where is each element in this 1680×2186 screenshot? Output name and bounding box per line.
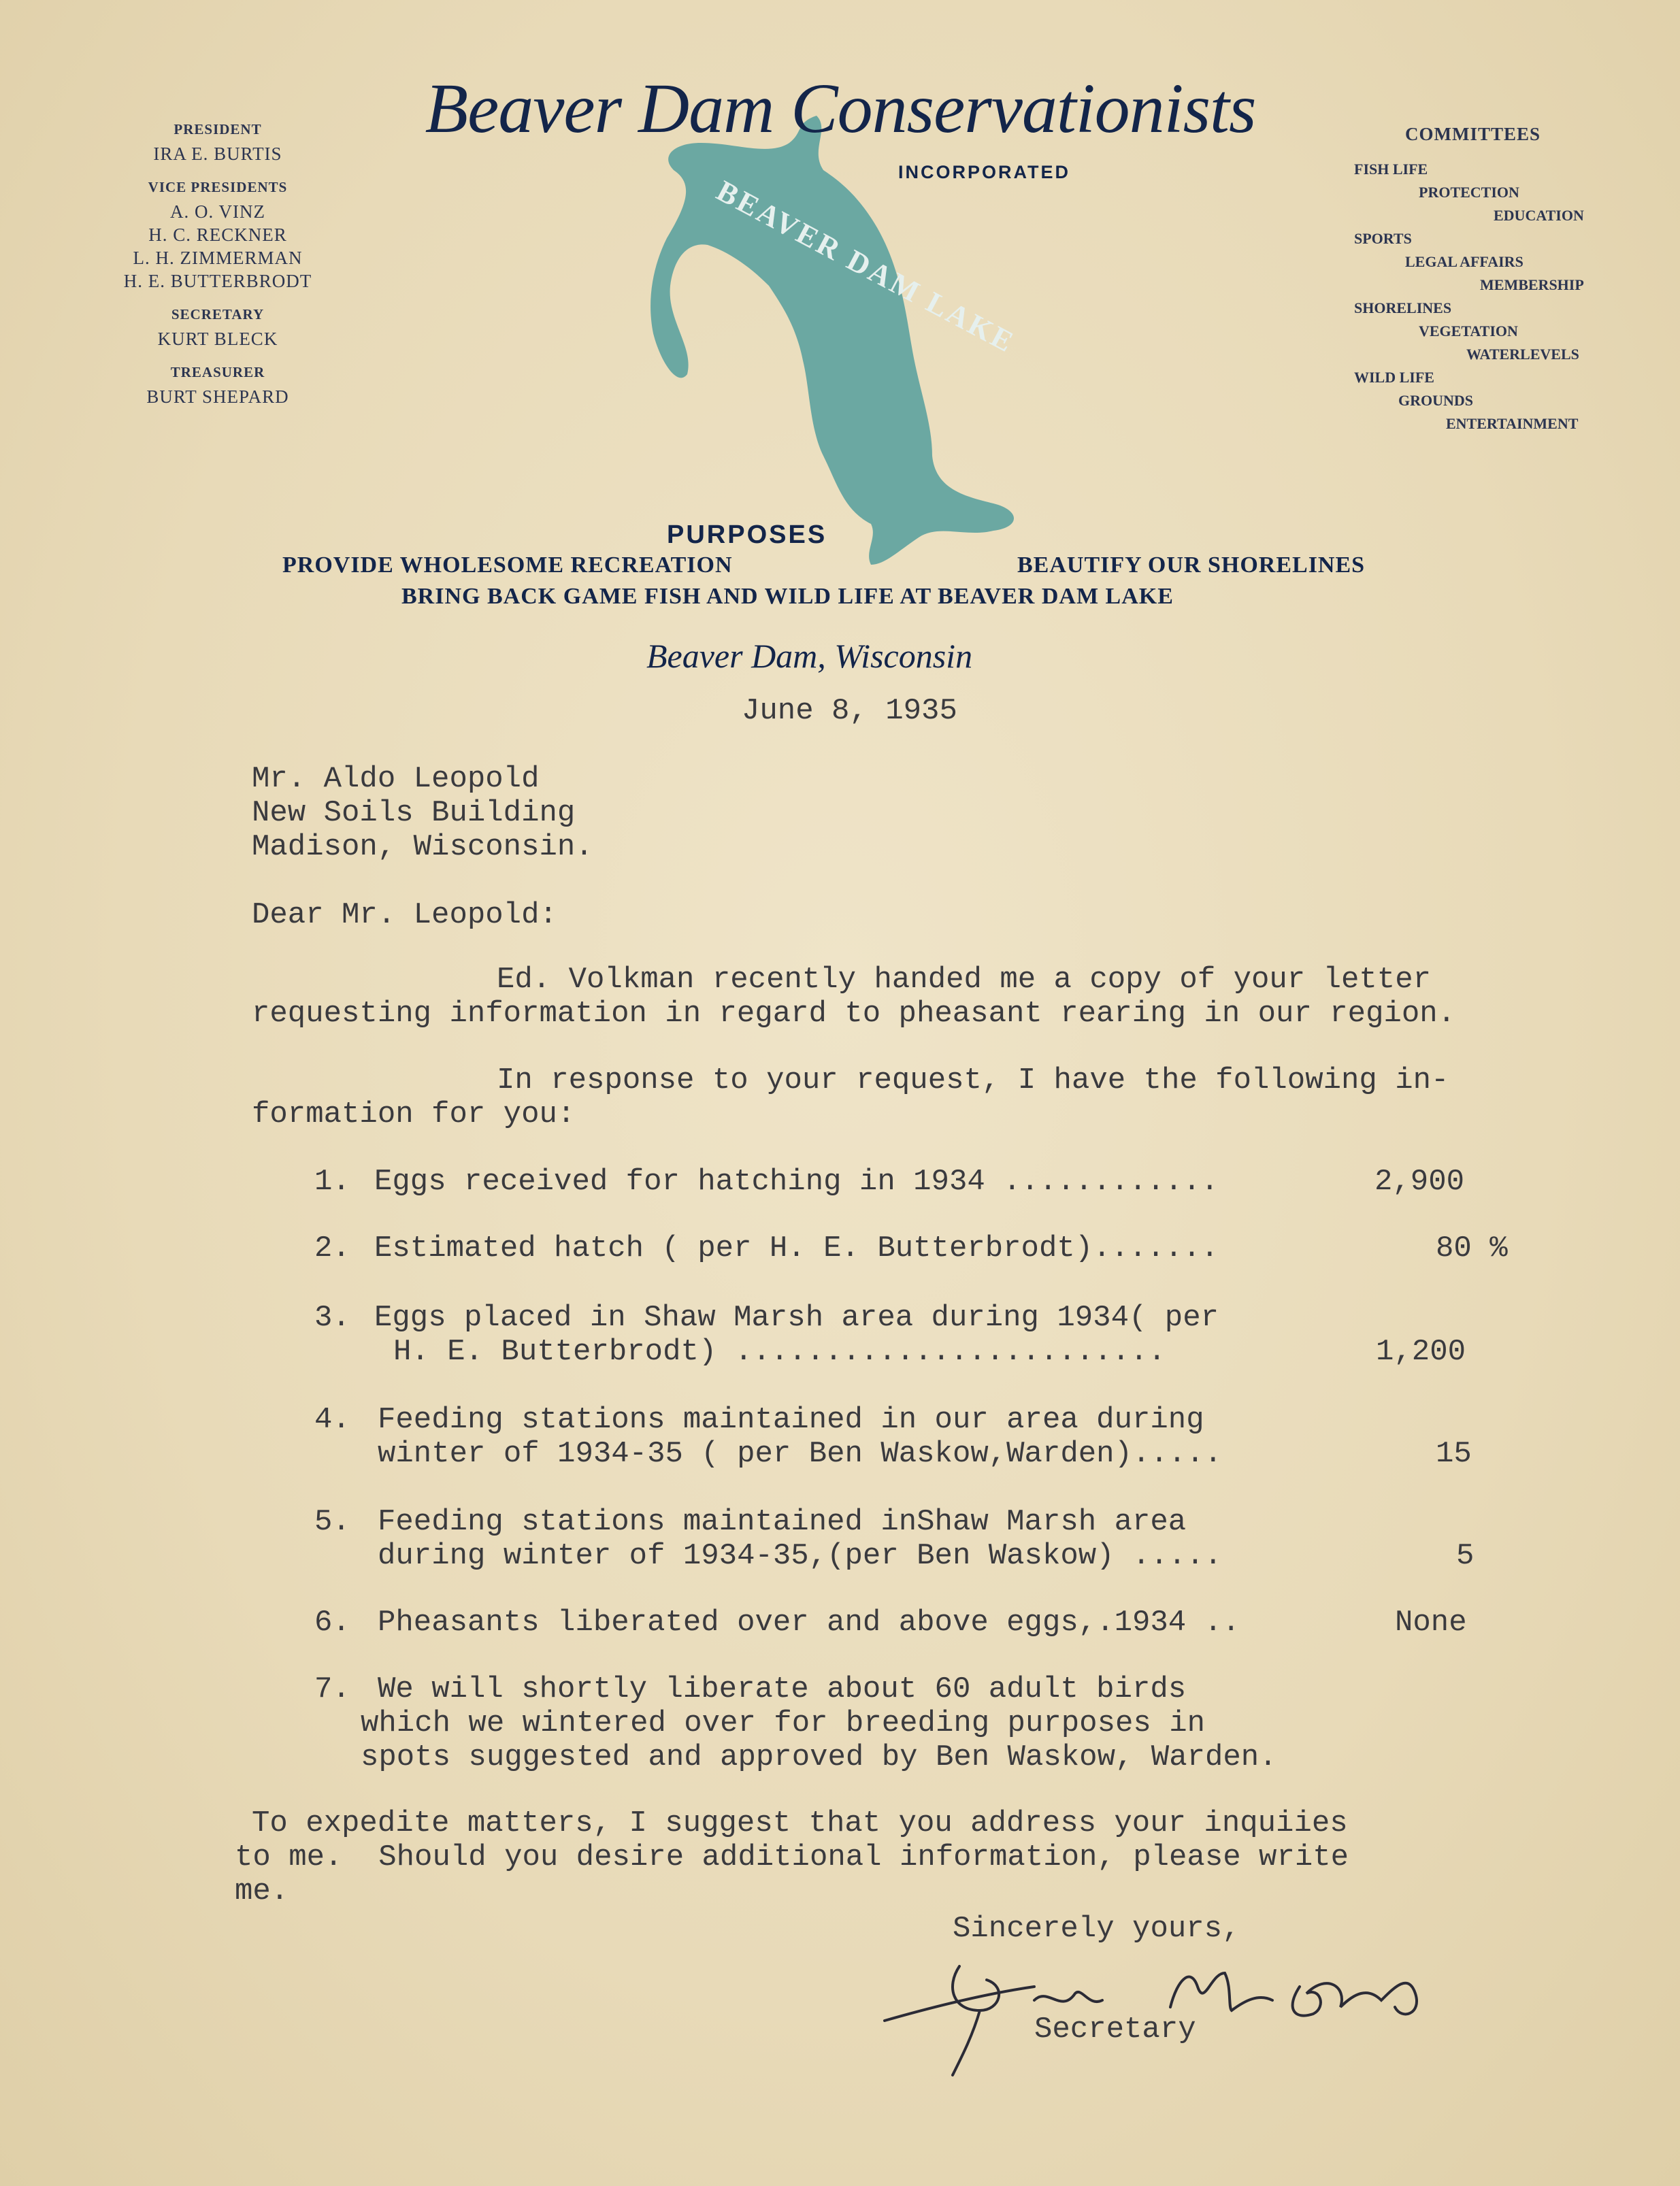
committees-heading: COMMITTEES [1405,124,1541,144]
lake-label: BEAVER DAM LAKE [711,173,1021,360]
item-text: spots suggested and approved by Ben Waskow, Warden. [361,1740,1277,1774]
item-text: H. E. Butterbrodt) ........................ [393,1335,1166,1369]
item-text: which we wintered over for breeding purposes in [361,1706,1206,1740]
committee-item: PROTECTION [1419,184,1519,201]
incorporated-label: INCORPORATED [898,162,1071,182]
officer-name: H. C. RECKNER [148,225,287,245]
committee-item: MEMBERSHIP [1480,276,1584,293]
item-value: 2,900 [1374,1165,1465,1199]
committee-item: ENTERTAINMENT [1446,415,1579,432]
item-number: 2. [314,1231,350,1265]
closing-paragraph-line: To expedite matters, I suggest that you address your inquiies [252,1806,1348,1840]
purposes-heading: PURPOSES [667,520,827,549]
item-number: 1. [314,1165,350,1199]
paragraph-2-line: In response to your request, I have the following in- [497,1063,1449,1097]
committee-item: EDUCATION [1494,207,1584,224]
paragraph-1-line: requesting information in regard to pheasant rearing in our region. [252,997,1456,1031]
committee-item: WILD LIFE [1354,369,1434,386]
item-text: Estimated hatch ( per H. E. Butterbrodt)....... [374,1231,1219,1265]
committee-item: GROUNDS [1398,392,1474,409]
salutation: Dear Mr. Leopold: [252,898,557,932]
purpose-bottom: BRING BACK GAME FISH AND WILD LIFE AT BEAVER DAM LAKE [401,584,1174,609]
officer-name: KURT BLECK [157,329,278,349]
item-text: Eggs placed in Shaw Marsh area during 1934( per [374,1301,1219,1335]
committees-list [1354,122,1606,435]
lake-shape [650,116,1014,565]
paragraph-2-line: formation for you: [252,1097,576,1131]
recipient-address [252,762,593,864]
purpose-left: PROVIDE WHOLESOME RECREATION [282,552,733,578]
item-text: Feeding stations maintained inShaw Marsh area [378,1505,1187,1539]
signature-name: Kurt M. Bleck [878,1946,882,1947]
paragraph-1-line: Ed. Volkman recently handed me a copy of your letter [497,963,1432,997]
item-text: Pheasants liberated over and above eggs,.1934 .. [378,1606,1240,1640]
officers-list [82,121,354,408]
item-text: Feeding stations maintained in our area during [378,1403,1204,1437]
closing-paragraph-line: to me. Should you desire additional information, please write [235,1840,1349,1874]
item-number: 4. [314,1403,350,1437]
committee-item: FISH LIFE [1354,161,1428,178]
officer-name: BURT SHEPARD [146,386,289,407]
committee-item: SPORTS [1354,230,1412,247]
item-value: 15 [1436,1437,1472,1471]
committee-item: SHORELINES [1354,299,1452,316]
address-line: Madison, Wisconsin. [252,830,593,864]
item-text: winter of 1934-35 ( per Ben Waskow,Warden)..... [378,1437,1223,1471]
officer-name: L. H. ZIMMERMAN [133,248,303,268]
item-value: 80 % [1436,1231,1508,1265]
item-text: during winter of 1934-35,(per Ben Waskow) ..... [378,1539,1223,1573]
committee-item: WATERLEVELS [1466,346,1579,363]
item-number: 7. [314,1672,350,1706]
officer-name: H. E. BUTTERBRODT [123,271,312,291]
signer-title: Secretary [1034,2013,1196,2047]
committee-item: VEGETATION [1419,322,1518,340]
closing: Sincerely yours, [953,1912,1240,1946]
purpose-right: BEAUTIFY OUR SHORELINES [1017,552,1366,578]
letterhead-city: Beaver Dam, Wisconsin [646,637,973,675]
item-value: 5 [1456,1539,1475,1573]
item-value: 1,200 [1376,1335,1466,1369]
committee-item: LEGAL AFFAIRS [1405,253,1523,270]
officer-role: TREASURER [170,364,265,380]
item-number: 3. [314,1301,350,1335]
address-line: Mr. Aldo Leopold [252,762,540,796]
officer-role: PRESIDENT [174,121,262,137]
address-line: New Soils Building [252,796,576,830]
officer-name: IRA E. BURTIS [153,144,282,164]
officer-role: SECRETARY [171,306,265,322]
organization-title: Beaver Dam Conservationists [425,69,1256,148]
item-number: 6. [314,1606,350,1640]
item-text: We will shortly liberate about 60 adult birds [378,1672,1187,1706]
closing-paragraph-line: me. [235,1874,289,1908]
letter-date: June 8, 1935 [742,694,957,728]
item-number: 5. [314,1505,350,1539]
officer-name: A. O. VINZ [170,201,265,222]
item-value: None [1395,1606,1467,1640]
item-text: Eggs received for hatching in 1934 ............ [374,1165,1219,1199]
officer-role: VICE PRESIDENTS [148,179,288,195]
